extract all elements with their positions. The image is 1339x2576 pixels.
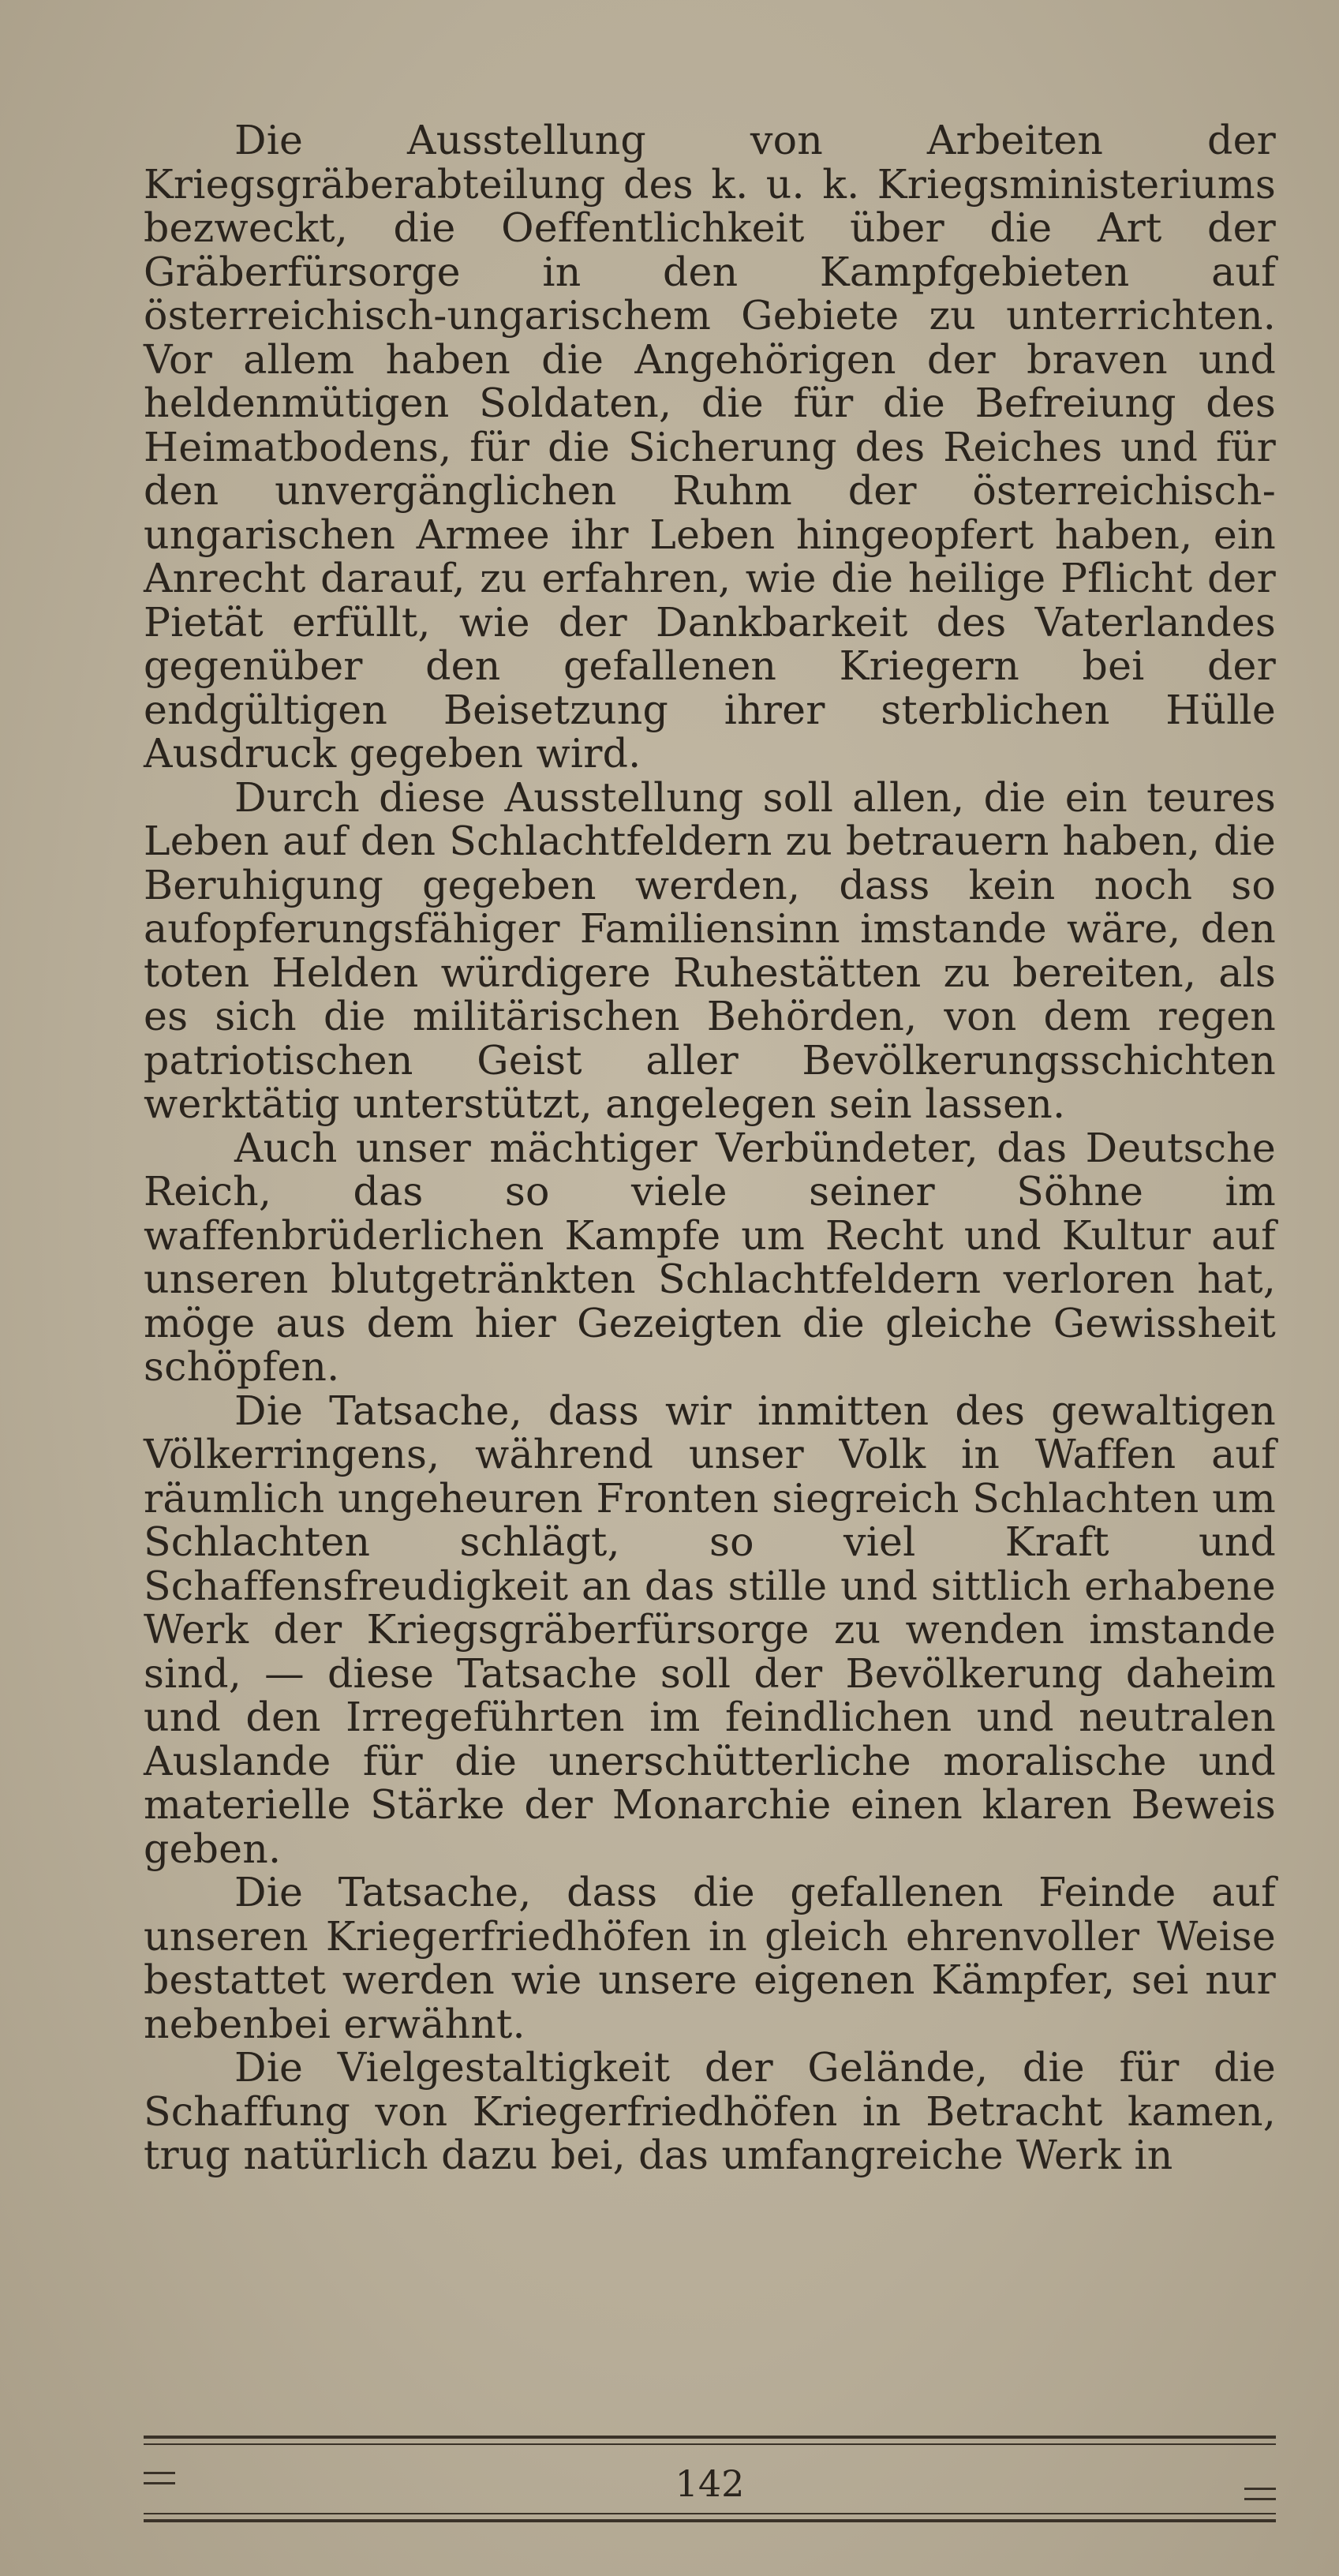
footer-rule-top-thin <box>144 2443 1276 2445</box>
paragraph-5 <box>144 1870 1276 2046</box>
paragraph-text: Die Tatsache, dass die gefallenen Feinde auf unseren Kriegerfriedhöfen in gleich ehrenvoller Weise bestattet werden wie unsere eigenen Kämpfer, sei nur nebenbei erwähnt. <box>144 1869 1276 2047</box>
page-footer <box>144 2431 1276 2525</box>
paragraph-text: Durch diese Ausstellung soll allen, die ein teures Leben auf den Schlachtfeldern zu betrauern haben, die Beruhigung gegeben werden, dass kein noch so aufopferungsfähiger Familiensinn imstande wäre, den toten Helden würdigere Ruhestätten zu bereiten, als es sich die militärischen Behörden, von dem regen patriotischen Geist aller Bevölkerungsschichten werktätig unterstützt, angelegen sein lassen. <box>144 773 1276 1127</box>
footer-rule-bottom <box>144 2519 1276 2522</box>
footer-rule-bottom-thin <box>144 2513 1276 2514</box>
paragraph-text: Die Vielgestaltigkeit der Gelände, die für die Schaffung von Kriegerfriedhöfen in Betracht kamen, trug natürlich dazu bei, das umfangreiche Werk in <box>144 2044 1276 2178</box>
footer-ornament-right <box>1244 2488 1276 2500</box>
paragraph-text: Die Tatsache, dass wir inmitten des gewaltigen Völkerringens, während unser Volk in Waffen auf räumlich ungeheuren Fronten siegreich Schlachten um Schlachten schlägt, so viel Kraft und Schaffensfreudigkeit an das stille und sittlich erhabene Werk der Kriegsgräberfürsorge zu wenden imstande sind, — diese Tatsache soll der Bevölkerung daheim und den Irregeführten im feindlichen und neutralen Auslande für die unerschütterliche moralische und materielle Stärke der Monarchie einen klaren Beweis geben. <box>144 1387 1276 1872</box>
paragraph-text: Die Ausstellung von Arbeiten der Kriegsgräberabteilung des k. u. k. Kriegsministeriums bezweckt, die Oeffentlichkeit über die Art der Gräberfürsorge in den Kampfgebieten auf österreichisch-ungarischem Gebiete zu unterrichten. Vor allem haben die Angehörigen der braven und heldenmütigen Soldaten, die für die Befreiung des Heimatbodens, für die Sicherung des Reiches und für den unvergänglichen Ruhm der österreichisch-ungarischen Armee ihr Leben hingeopfert haben, ein Anrecht darauf, zu erfahren, wie die heilige Pflicht der Pietät erfüllt, wie der Dankbarkeit des Vaterlandes gegenüber den gefallenen Kriegern bei der endgültigen Beisetzung ihrer sterblichen Hülle Ausdruck gegeben wird. <box>144 117 1276 777</box>
body-text <box>144 118 1276 2177</box>
paragraph-6 <box>144 2046 1276 2177</box>
paragraph-1 <box>144 118 1276 776</box>
paragraph-text: Auch unser mächtiger Verbündeter, das Deutsche Reich, das so viele seiner Söhne im waffenbrüderlichen Kampfe um Recht und Kultur auf unseren blutgetränkten Schlachtfeldern verloren hat, möge aus dem hier Gezeigten die gleiche Gewissheit schöpfen. <box>144 1124 1276 1390</box>
footer-rule-top <box>144 2436 1276 2439</box>
paragraph-2 <box>144 773 1276 1127</box>
paragraph-4 <box>144 1389 1276 1871</box>
page-number: 142 <box>675 2462 745 2505</box>
paragraph-3 <box>144 1126 1276 1389</box>
